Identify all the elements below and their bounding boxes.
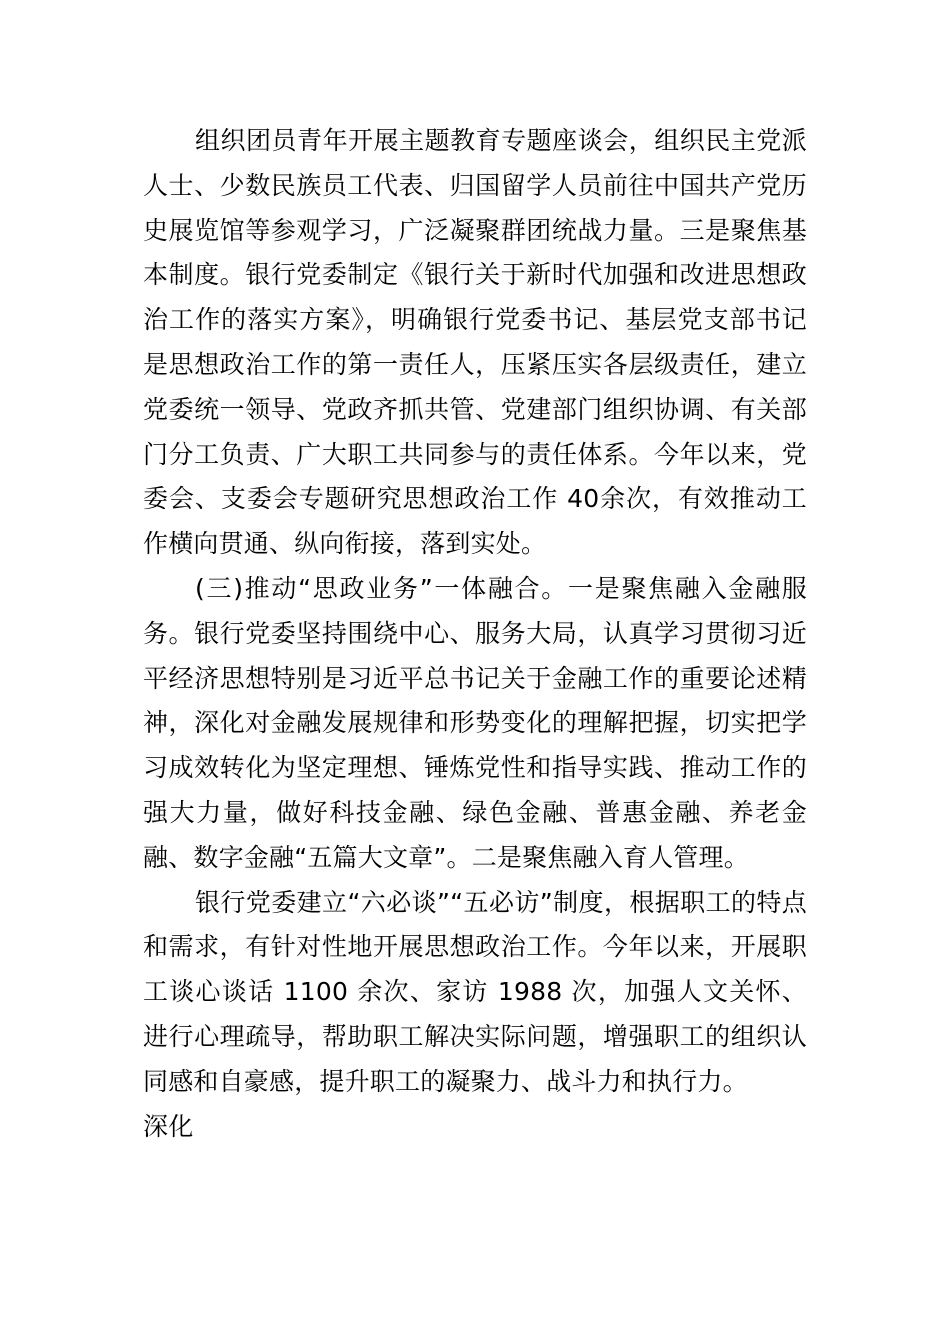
- document-body: [143, 119, 807, 1149]
- paragraph-1: 组织团员青年开展主题教育专题座谈会，组织民主党派人士、少数民族员工代表、归国留学人员前往中国共产党历史展览馆等参观学习，广泛凝聚群团统战力量。三是聚焦基本制度。银行党委制定《银行关于新时代加强和改进思想政治工作的落实方案》，明确银行党委书记、基层党支部书记是思想政治工作的第一责任人，压紧压实各层级责任，建立党委统一领导、党政齐抓共管、党建部门组织协调、有关部门分工负责、广大职工共同参与的责任体系。今年以来，党委会、支委会专题研究思想政治工作 40余次，有效推动工作横向贯通、纵向衔接，落到实处。: [143, 126, 807, 559]
- paragraph-2: (三)推动“思政业务”一体融合。一是聚焦融入金融服务。银行党委坚持围绕中心、服务大局，认真学习贯彻习近平经济思想特别是习近平总书记关于金融工作的重要论述精神，深化对金融发展规律和形势变化的理解把握，切实把学习成效转化为坚定理想、锤炼党性和指导实践、推动工作的强大力量，做好科技金融、绿色金融、普惠金融、养老金融、数字金融“五篇大文章”。二是聚焦融入育人管理。: [143, 573, 807, 872]
- paragraph-3: 银行党委建立“六必谈”“五必访”制度，根据职工的特点和需求，有针对性地开展思想政治工作。今年以来，开展职工谈心谈话 1100 余次、家访 1988 次，加强人文关怀、进行心理疏导，帮助职工解决实际问题，增强职工的组织认同感和自豪感，提升职工的凝聚力、战斗力和执行力。: [143, 887, 807, 1096]
- paragraph-4: 深化: [143, 1111, 194, 1141]
